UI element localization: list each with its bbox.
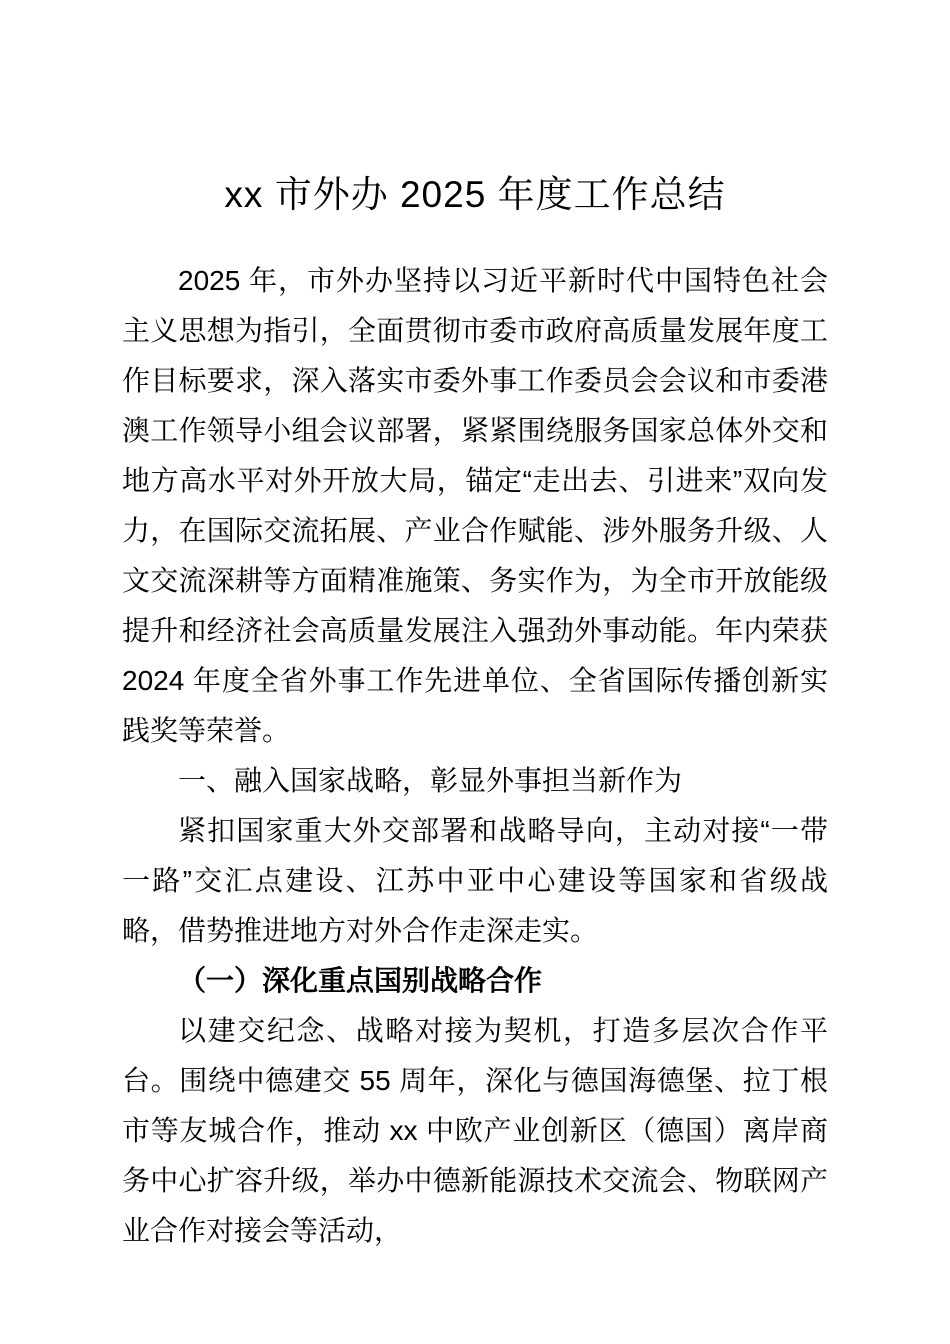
- intro-paragraph: 2025 年，市外办坚持以习近平新时代中国特色社会主义思想为指引，全面贯彻市委市政府高质量发展年度工作目标要求，深入落实市委外事工作委员会会议和市委港澳工作领导小组会议部署，紧紧围绕服务国家总体外交和地方高水平对外开放大局，锚定“走出去、引进来”双向发力，在国际交流拓展、产业合作赋能、涉外服务升级、人文交流深耕等方面精准施策、务实作为，为全市开放能级提升和经济社会高质量发展注入强劲外事动能。年内荣获 2024 年度全省外事工作先进单位、全省国际传播创新实践奖等荣誉。: [122, 265, 828, 746]
- document-title: xx 市外办 2025 年度工作总结: [224, 174, 726, 215]
- subsection-1-1-paragraph: 以建交纪念、战略对接为契机，打造多层次合作平台。围绕中德建交 55 周年，深化与德国海德堡、拉丁根市等友城合作，推动 xx 中欧产业创新区（德国）离岸商务中心扩容升级，举办中德新能源技术交流会、物联网产业合作对接会等活动，: [122, 1015, 828, 1246]
- section-1-lead-paragraph: 紧扣国家重大外交部署和战略导向，主动对接“一带一路”交汇点建设、江苏中亚中心建设等国家和省级战略，借势推进地方对外合作走深走实。: [122, 815, 828, 946]
- section-1-heading: 一、融入国家战略，彰显外事担当新作为: [178, 765, 683, 796]
- subsection-1-1-heading: （一）深化重点国别战略合作: [178, 965, 543, 996]
